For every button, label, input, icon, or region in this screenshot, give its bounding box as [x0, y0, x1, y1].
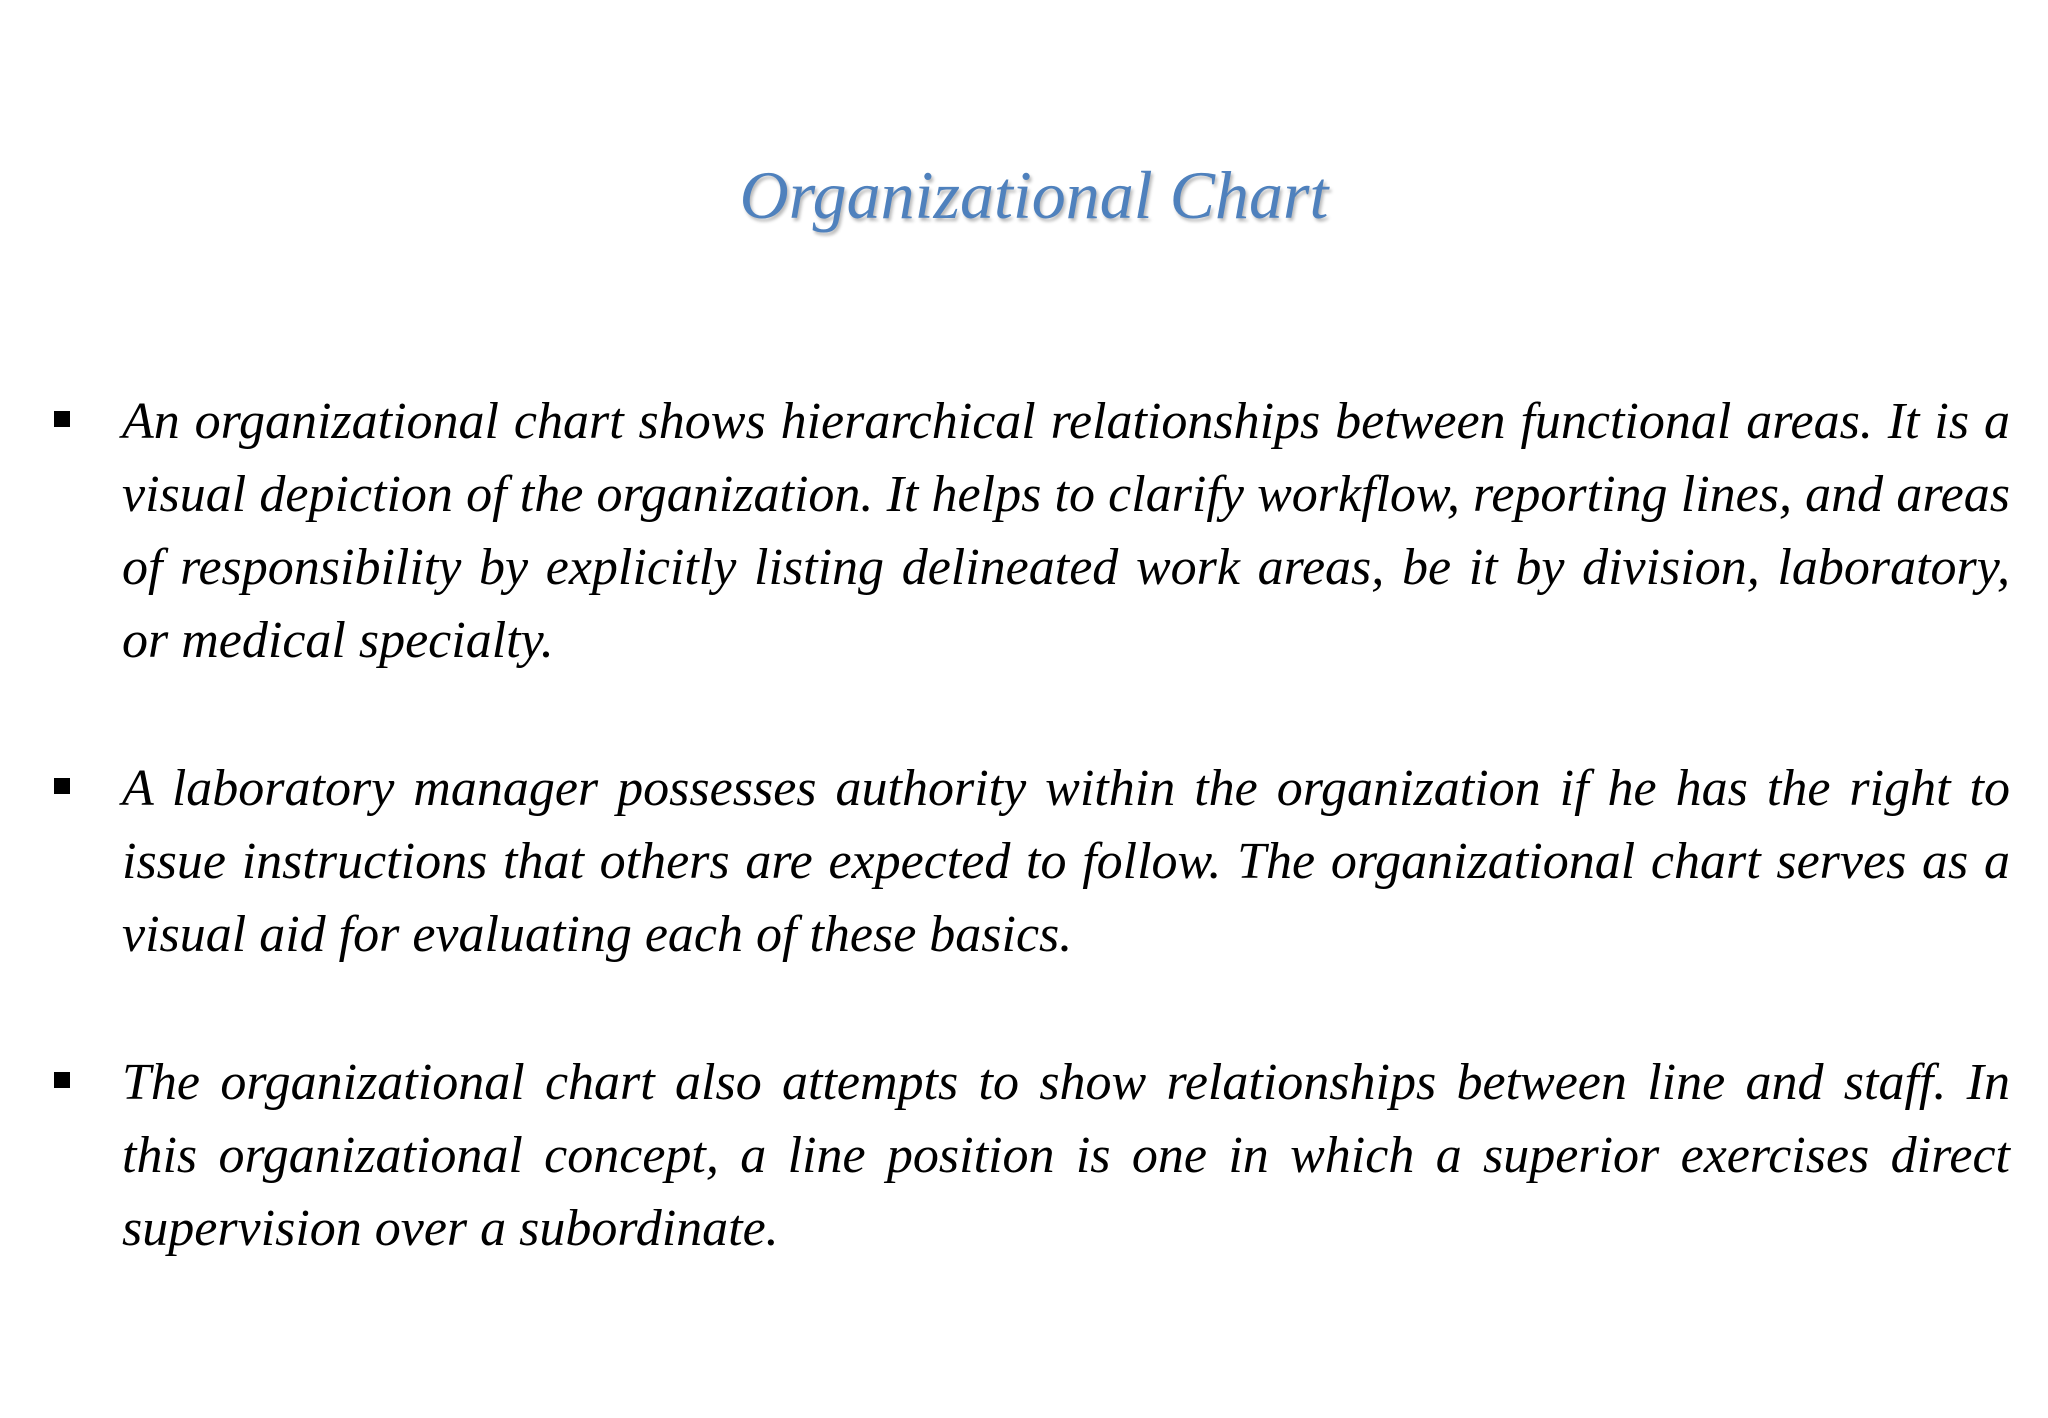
bullet-item [50, 1046, 2010, 1265]
square-bullet-icon [54, 1072, 70, 1088]
bullet-text: A laboratory manager possesses authority within the organization if he has the right to issue instructions that others are expected to follow. The organizational chart serves as a visual aid for evaluating each of these basics. [122, 760, 2010, 963]
bullet-text: The organizational chart also attempts to show relationships between line and staff. In this organizational concept, a line position is one in which a superior exercises direct supervision over a subordinate. [122, 1054, 2010, 1257]
square-bullet-icon [54, 778, 70, 794]
square-bullet-icon [54, 411, 70, 427]
bullet-text: An organizational chart shows hierarchical relationships between functional areas. It is a visual depiction of the organization. It helps to clarify workflow, reporting lines, and areas of responsibility by explicitly listing delineated work areas, be it by division, laboratory, or medical specialty. [122, 393, 2010, 669]
bullet-list [50, 385, 2010, 1340]
slide-title: Organizational Chart [739, 157, 1329, 233]
bullet-item [50, 752, 2010, 971]
bullet-item [50, 385, 2010, 677]
